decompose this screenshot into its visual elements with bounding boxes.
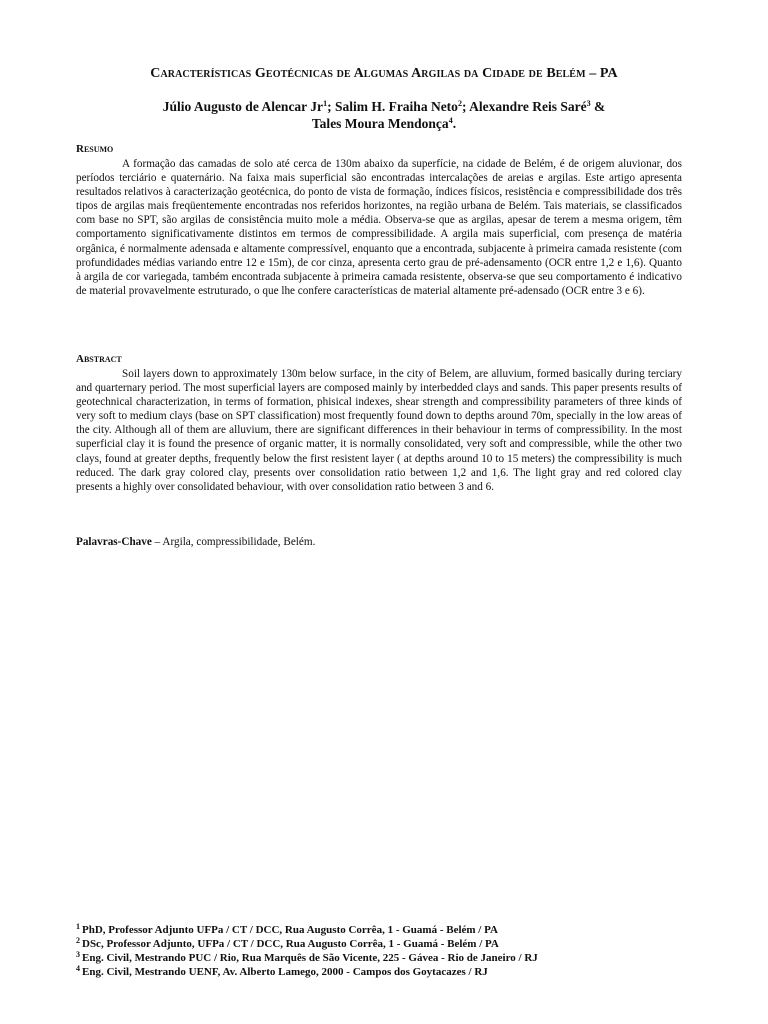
author-separator: & xyxy=(590,99,606,114)
author-affiliation-mark: 3 xyxy=(586,99,591,108)
author-affiliation-mark: 2 xyxy=(457,99,462,108)
footnote-text: Eng. Civil, Mestrando PUC / Rio, Rua Marquês de São Vicente, 225 - Gávea - Rio de Janeiro / RJ xyxy=(82,952,538,964)
footnote-text: PhD, Professor Adjunto UFPa / CT / DCC, Rua Augusto Corrêa, 1 - Guamá - Belém / PA xyxy=(82,924,498,936)
keywords-label: Palavras-Chave xyxy=(76,536,152,548)
abstract-section xyxy=(76,353,682,494)
author-name: Salim H. Fraiha Neto xyxy=(334,99,458,114)
author-line-2 xyxy=(60,115,708,132)
author-name: Alexandre Reis Saré xyxy=(469,99,587,114)
footnote-text: Eng. Civil, Mestrando UENF, Av. Alberto Lamego, 2000 - Campos dos Goytacazes / RJ xyxy=(82,966,488,978)
resumo-section xyxy=(76,143,682,298)
author-name: Tales Moura Mendonça xyxy=(311,116,449,131)
resumo-text: A formação das camadas de solo até cerca de 130m abaixo da superfície, na cidade de Belém, é de origem aluvionar, dos períodos terciário e quaternário. Na faixa mais superficial são encontradas intercalações de areias e argilas. Este artigo apresenta resultados relativos à caracterização geotécnica, do ponto de vista de formação, índices físicos, resistência e compressibilidade dos três tipos de argilas mais freqüentemente encontradas nos referidos horizontes, na região urbana de Belém. Tais materiais, se classificados com base no SPT, são argilas de consistência muito mole a média. Observa-se que as argilas, apesar de terem a mesma origem, têm comportamento significativamente distintos em termos de compressibilidade. A argila mais superficial, com presença de matéria orgânica, é normalmente adensada e altamente compressível, enquanto que a encontrada, subjacente à primeira camada resistente (com profundidades médias variando entre 12 e 15m), de cor cinza, apresenta certo grau de pré-adensamento (OCR entre 1,2 e 1,6). Quanto à argila de cor variegada, também encontrada subjacente à primeira camada resistente, observa-se que seu comportamento é indicativo de material provavelmente estruturado, o que lhe confere características de material altamente pré-adensado (OCR entre 3 e 6). xyxy=(76,158,682,297)
footnotes xyxy=(76,923,696,979)
footnote xyxy=(76,937,696,951)
abstract-heading: Abstract xyxy=(76,353,122,365)
keywords xyxy=(76,535,682,549)
footnote xyxy=(76,951,696,965)
paper-title: Características Geotécnicas de Algumas Argilas da Cidade de Belém – PA xyxy=(150,66,618,81)
footnote-mark: 4 xyxy=(76,964,80,973)
footnote-mark: 3 xyxy=(76,950,80,959)
author-affiliation-mark: 4 xyxy=(448,116,453,125)
author-list xyxy=(60,98,708,132)
author-affiliation-mark: 1 xyxy=(323,99,328,108)
author-separator: ; xyxy=(327,99,335,114)
abstract-text: Soil layers down to approximately 130m below surface, in the city of Belem, are alluvium, formed basically during terciary and quarternary period. The most superficial layers are composed mainly by interbedded clays and sands. This paper presents results of geotechnical characterization, in terms of formation, phisical indexes, shear strength and compressibility parameters of three kinds of very soft to medium clays (base on SPT classification) most frequently found down to depths around 70m, specially in the low areas of the city. Although all of them are alluvium, there are significant differences in their behaviour in terms of compressibility. In the most superficial clay it is found the presence of organic matter, it is normally consolidated, very soft and compressible, while the other two clays, found at greater depths, frequently below the first resistent layer ( at depths around 10 to 15 meters) the compressibility is much reduced. The dark gray colored clay, presents over consolidation ratio between 1,2 and 1,6. The light gray and red colored clay presents a highly over consolidated behaviour, with over consolidation ratio between 3 and 6. xyxy=(76,368,682,493)
keywords-text: – Argila, compressibilidade, Belém. xyxy=(151,536,316,548)
author-separator: . xyxy=(452,116,457,131)
author-name: Júlio Augusto de Alencar Jr xyxy=(162,99,324,114)
author-line-1 xyxy=(60,98,708,115)
author-separator: ; xyxy=(461,99,470,114)
footnote-mark: 1 xyxy=(76,922,80,931)
footnote xyxy=(76,965,696,979)
footnote xyxy=(76,923,696,937)
resumo-heading: Resumo xyxy=(76,143,114,155)
footnote-mark: 2 xyxy=(76,936,80,945)
footnote-text: DSc, Professor Adjunto, UFPa / CT / DCC, Rua Augusto Corrêa, 1 - Guamá - Belém / PA xyxy=(82,938,499,950)
